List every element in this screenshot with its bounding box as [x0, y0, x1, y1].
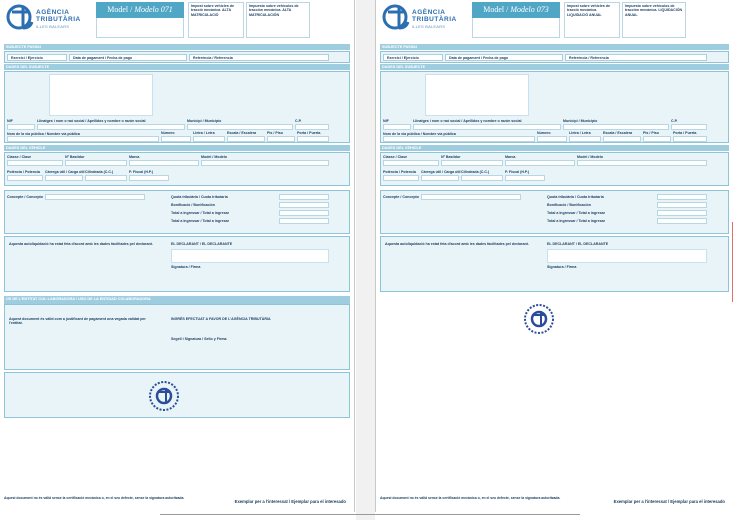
chassis-label: Nº Bastidor: [441, 155, 461, 159]
tax-title-es: Impuesto sobre vehículos de tracción mecánica. ALTA MATRICULACIÓN: [246, 2, 310, 38]
tax-title-es: Impuesto sobre vehículos de tracción mecánica. LIQUIDACIÓN ANUAL: [622, 2, 686, 38]
postal-code-input[interactable]: [295, 124, 329, 130]
form-header: [4, 2, 350, 42]
floor-label: Pis / Piso: [267, 131, 283, 135]
model-number: Modelo 071: [134, 5, 173, 14]
logo-subtitle: ILLES BALEARS: [36, 24, 70, 29]
brand-label: Marca: [505, 155, 516, 159]
letter-label: Lletra / Letra: [569, 131, 591, 135]
municipality-label: Municipi / Municipio: [563, 119, 598, 123]
section-subject: [4, 71, 350, 143]
chassis-input[interactable]: [65, 160, 127, 166]
agency-logo-icon: [382, 2, 412, 32]
fiscal-power-label: P. Fiscal (H.P.): [505, 170, 530, 174]
section-band-vehicle: DADES DEL VEHICLE: [4, 145, 350, 151]
municipality-input[interactable]: [563, 124, 669, 130]
municipality-label: Municipi / Municipio: [187, 119, 222, 123]
bonus-label: Bonificació / Bonificación: [171, 203, 215, 207]
brand-label: Marca: [129, 155, 140, 159]
declarant-text: Aquesta autoliquidació ha estat feta d'acord amb les dades facilitades pel declarant.: [385, 242, 529, 246]
section-band-subject: DADES DEL SUBJECTE: [4, 64, 350, 70]
form-header: [380, 2, 729, 42]
official-stamp-icon: [522, 302, 556, 336]
reference-field[interactable]: Referència / Referencia: [189, 54, 329, 61]
form-page-073: [375, 0, 733, 512]
postal-code-input[interactable]: [671, 124, 707, 130]
bank-label: INGRÉS EFECTUAT A FAVOR DE L'AGÈNCIA TRIBUTÀRIA: [171, 317, 271, 321]
brand-input[interactable]: [505, 160, 575, 166]
door-label: Porta / Puerta: [673, 131, 697, 135]
door-input[interactable]: [297, 136, 329, 142]
bank-text: Aquest document és vàlid com a justificant de pagament una vegada validat per l'entitat.: [9, 317, 146, 325]
street-label: Nom de la via pública / Nombre vía pública: [7, 132, 80, 136]
door-input[interactable]: [673, 136, 707, 142]
copy-label: Exemplar per a l'interessat / Ejemplar para el interesado: [234, 499, 346, 504]
horizontal-scrollbar[interactable]: [160, 514, 580, 520]
name-input[interactable]: [413, 124, 561, 130]
power-input[interactable]: [7, 175, 43, 181]
postal-code-label: C.P.: [295, 119, 302, 123]
payment-date-field[interactable]: Data de pagament / Fecha de pago: [445, 54, 563, 61]
exercise-field[interactable]: Exercici / Ejercicio: [7, 54, 67, 61]
number-label: Número: [537, 131, 551, 135]
concept-label: Concepte / Concepto: [7, 195, 43, 199]
stair-label: Escala / Escalera: [227, 131, 257, 135]
quota-input[interactable]: [279, 194, 329, 200]
footer-note: Aquest document no és vàlid sense la certificació mecànica o, en el seu defecte, sense la signatura autoritzada.: [4, 496, 185, 500]
cc-input[interactable]: [461, 175, 503, 181]
label-sticker-area: [49, 74, 153, 116]
subtotal-label: Total a ingressar / Total a ingresar: [171, 211, 229, 215]
footer-note: Aquest document no és vàlid sense la certificació mecànica o, en el seu defecte, sense la signatura autoritzada.: [380, 496, 561, 500]
number-input[interactable]: [161, 136, 191, 142]
concept-label: Concepte / Concepto: [383, 195, 419, 199]
fiscal-power-label: P. Fiscal (H.P.): [129, 170, 154, 174]
class-label: Classe / Clase: [383, 155, 408, 159]
model-input[interactable]: [201, 160, 329, 166]
bank-sublabel: Segell i Signatura / Sello y Firma: [171, 337, 227, 341]
subtotal-label: Total a ingressar / Total a ingresar: [547, 211, 605, 215]
cc-label: Cilindrada (C.C.): [461, 170, 490, 174]
brand-input[interactable]: [129, 160, 199, 166]
floor-label: Pis / Piso: [643, 131, 659, 135]
bonus-input[interactable]: [657, 202, 707, 208]
quota-label: Quota tributària / Cuota tributaria: [547, 195, 604, 199]
signature-label: Signatura / Firma: [547, 265, 577, 269]
barcode-area: [96, 18, 184, 38]
model-number-box: [96, 2, 184, 18]
fiscal-power-input[interactable]: [505, 175, 545, 181]
agency-logo-icon: [6, 2, 36, 32]
load-label: Càrrega útil / Carga útil: [421, 170, 461, 174]
floor-input[interactable]: [267, 136, 295, 142]
total-input[interactable]: [279, 218, 329, 224]
reference-field[interactable]: Referència / Referencia: [565, 54, 707, 61]
power-label: Potència / Potencia: [7, 170, 40, 174]
floor-input[interactable]: [643, 136, 671, 142]
nif-label: NIF: [7, 119, 13, 123]
logo-title-2: TRIBUTÀRIA: [36, 16, 81, 23]
nif-input[interactable]: [383, 124, 411, 130]
load-input[interactable]: [45, 175, 83, 181]
quota-input[interactable]: [657, 194, 707, 200]
signature-label: Signatura / Firma: [171, 265, 201, 269]
declarant-label: EL DECLARANT / EL DECLARANTE: [547, 242, 609, 246]
name-input[interactable]: [37, 124, 185, 130]
model-number-box: [472, 2, 560, 18]
model-input[interactable]: [577, 160, 707, 166]
agency-logo: [382, 2, 468, 36]
section-liquidation: [4, 190, 350, 234]
section-period: [380, 51, 729, 63]
postal-code-label: C.P.: [671, 119, 678, 123]
chassis-label: Nº Bastidor: [65, 155, 85, 159]
section-declarant: [4, 236, 350, 292]
total-input[interactable]: [657, 218, 707, 224]
section-liquidation: [380, 190, 729, 234]
logo-title: AGÈNCIA: [36, 9, 70, 16]
model-prefix: Model /: [107, 5, 135, 14]
signature-box[interactable]: [171, 249, 329, 263]
section-period: [4, 51, 350, 63]
stair-label: Escala / Escalera: [603, 131, 633, 135]
class-label: Classe / Clase: [7, 155, 32, 159]
letter-input[interactable]: [569, 136, 601, 142]
section-declarant: [380, 236, 729, 292]
logo-title: AGÈNCIA: [412, 9, 446, 16]
class-input[interactable]: [7, 160, 63, 166]
section-bank: [4, 304, 350, 370]
stair-input[interactable]: [227, 136, 265, 142]
total-label: Total a ingressar / Total a ingresar: [547, 219, 605, 223]
total-label: Total a ingressar / Total a ingresar: [171, 219, 229, 223]
street-label: Nom de la via pública / Nombre vía pública: [383, 132, 456, 136]
load-input[interactable]: [421, 175, 459, 181]
declarant-text: Aquesta autoliquidació ha estat feta d'acord amb les dades facilitades pel declarant.: [9, 242, 153, 246]
nif-label: NIF: [383, 119, 389, 123]
section-vehicle: [380, 152, 729, 186]
letter-label: Lletra / Letra: [193, 131, 215, 135]
section-vehicle: [4, 152, 350, 186]
tax-title-ca: Impost sobre vehicles de tracció mecànica. LIQUIDACIÓ ANUAL: [564, 2, 620, 38]
model-prefix: Model /: [483, 5, 511, 14]
street-input[interactable]: [7, 136, 159, 142]
logo-subtitle: ILLES BALEARS: [412, 24, 446, 29]
nif-input[interactable]: [7, 124, 35, 130]
concept-input[interactable]: [45, 194, 145, 200]
section-band-period: SUBJECTE PASSIU: [4, 44, 350, 50]
door-label: Porta / Puerta: [297, 131, 321, 135]
number-input[interactable]: [537, 136, 567, 142]
cc-input[interactable]: [85, 175, 127, 181]
label-sticker-area: [425, 74, 529, 116]
form-page-071: [0, 0, 355, 512]
section-subject: [380, 71, 729, 143]
logo-title-2: TRIBUTÀRIA: [412, 16, 457, 23]
model-number: Modelo 073: [510, 5, 549, 14]
name-label: Llinatges i nom o raó social / Apellidos y nombre o razón social: [413, 119, 522, 123]
section-band-subject: DADES DEL SUBJECTE: [380, 64, 729, 70]
class-input[interactable]: [383, 160, 439, 166]
section-band-bank: ÚS DE L'ENTITAT COL·LABORADORA / USO DE LA ENTIDAD COLABORADORA: [4, 296, 350, 304]
letter-input[interactable]: [193, 136, 225, 142]
subtotal-input[interactable]: [279, 210, 329, 216]
tax-title-ca: Impost sobre vehicles de tracció mecànica. ALTA MATRICULACIÓ: [188, 2, 244, 38]
barcode-area: [472, 18, 560, 38]
municipality-input[interactable]: [187, 124, 293, 130]
name-label: Llinatges i nom o raó social / Apellidos y nombre o razón social: [37, 119, 146, 123]
copy-label: Exemplar per a l'interessat / Ejemplar para el interesado: [613, 499, 725, 504]
declarant-label: EL DECLARANT / EL DECLARANTE: [171, 242, 233, 246]
exercise-field[interactable]: Exercici / Ejercicio: [383, 54, 443, 61]
chassis-input[interactable]: [441, 160, 503, 166]
agency-logo: [6, 2, 92, 36]
number-label: Número: [161, 131, 175, 135]
stair-input[interactable]: [603, 136, 641, 142]
section-stamp: [4, 372, 350, 418]
bonus-input[interactable]: [279, 202, 329, 208]
subtotal-input[interactable]: [657, 210, 707, 216]
signature-box[interactable]: [547, 249, 707, 263]
model-label: Model / Modelo: [577, 155, 603, 159]
official-stamp-icon: [147, 379, 181, 413]
section-band-period: SUBJECTE PASSIU: [380, 44, 729, 50]
fiscal-power-input[interactable]: [129, 175, 169, 181]
load-label: Càrrega útil / Carga útil: [45, 170, 85, 174]
cc-label: Cilindrada (C.C.): [85, 170, 114, 174]
power-input[interactable]: [383, 175, 419, 181]
street-input[interactable]: [383, 136, 535, 142]
power-label: Potència / Potencia: [383, 170, 416, 174]
model-label: Model / Modelo: [201, 155, 227, 159]
section-band-vehicle: DADES DEL VEHICLE: [380, 145, 729, 151]
quota-label: Quota tributària / Cuota tributaria: [171, 195, 228, 199]
payment-date-field[interactable]: Data de pagament / Fecha de pago: [69, 54, 187, 61]
concept-input[interactable]: [421, 194, 521, 200]
page-gutter: [356, 0, 375, 520]
bonus-label: Bonificació / Bonificación: [547, 203, 591, 207]
